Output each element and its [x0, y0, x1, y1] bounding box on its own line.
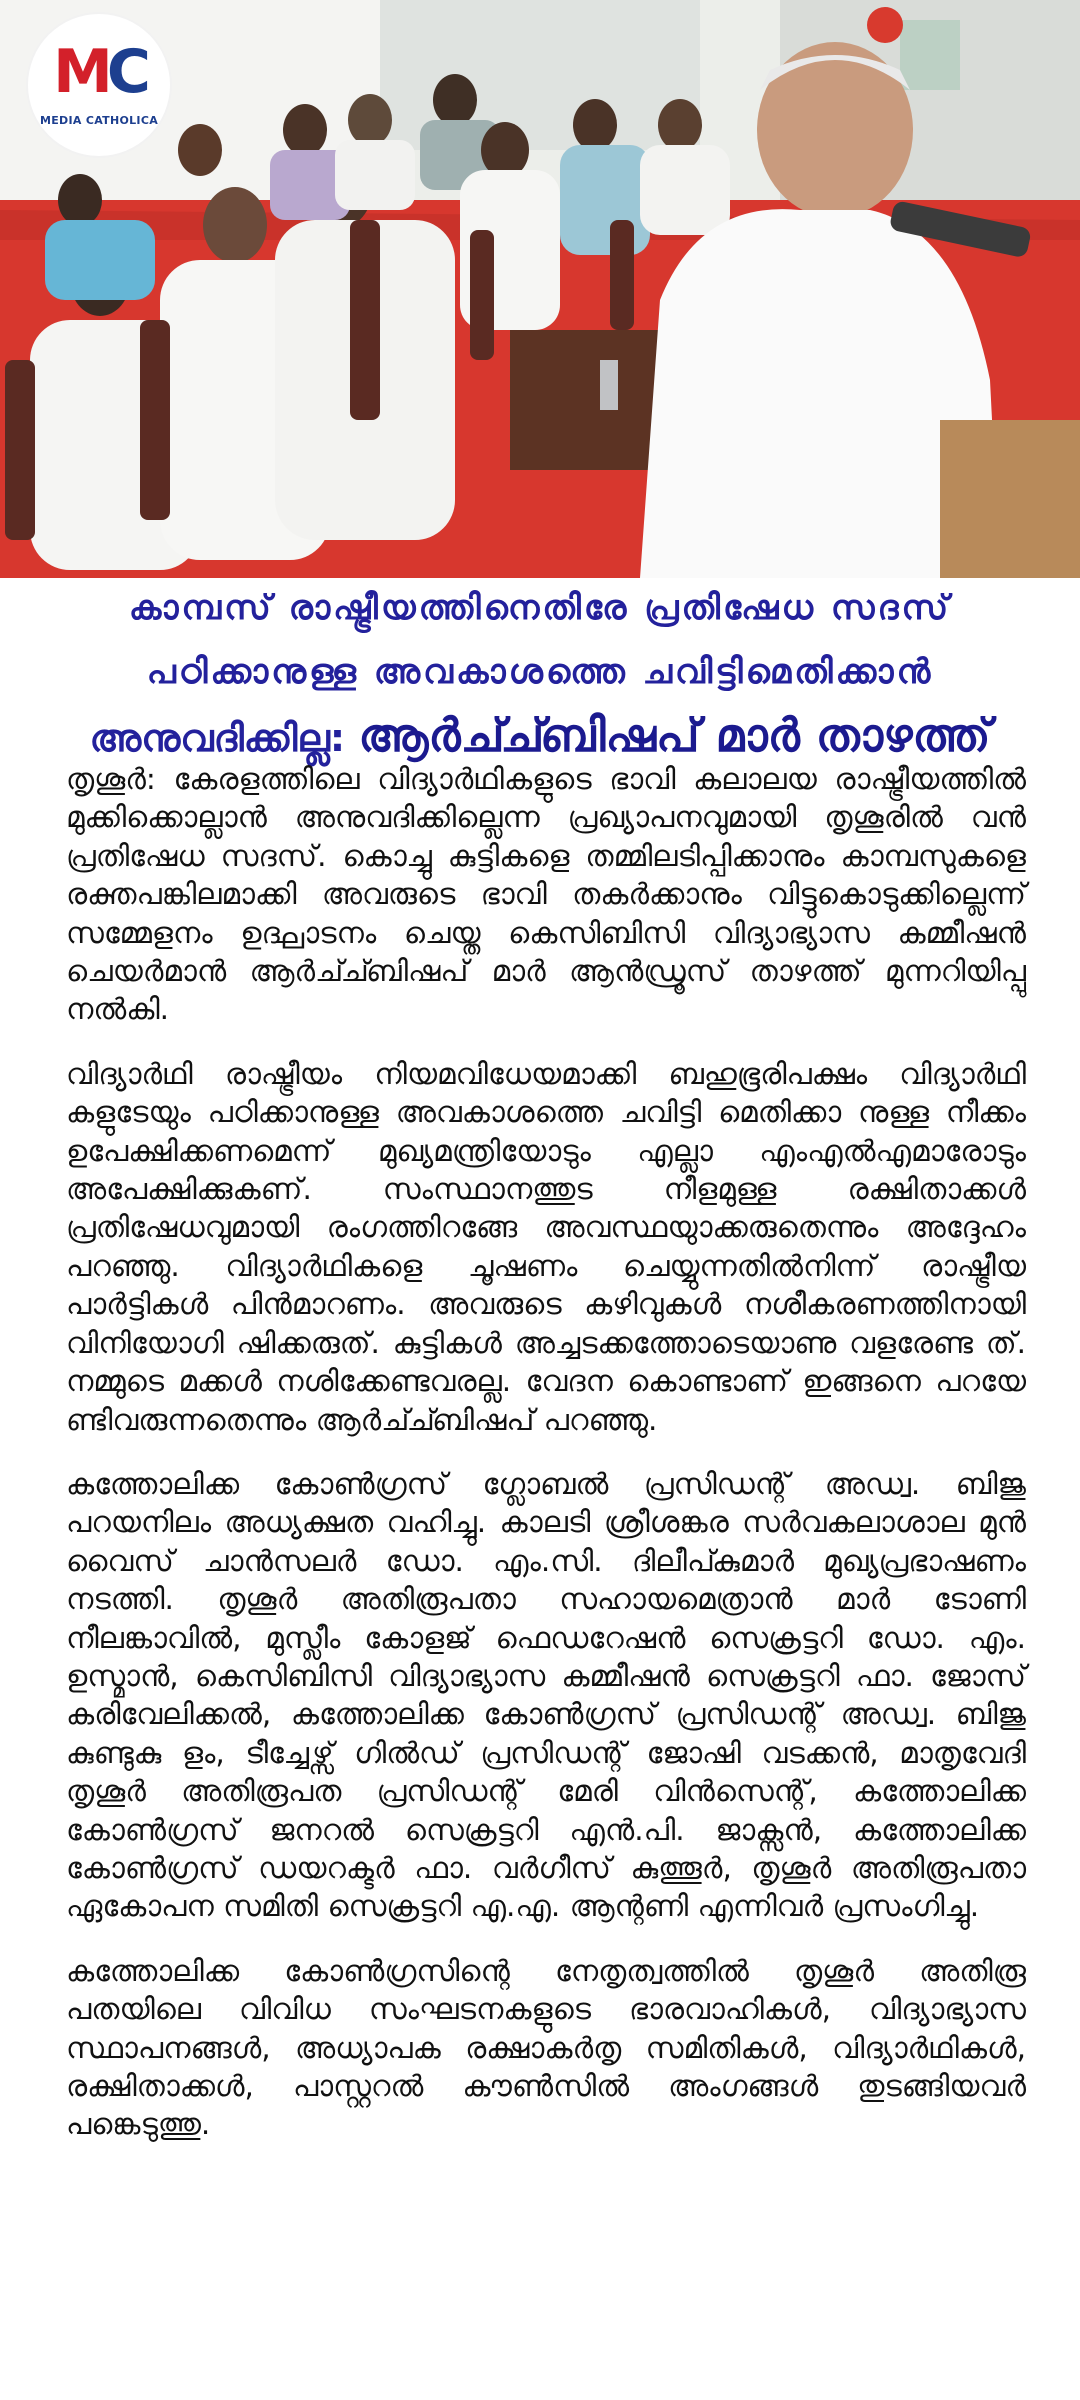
article-body [66, 760, 1026, 2170]
logo-brand-right: CATHOLICA [85, 114, 159, 127]
headline-line-1: കാമ്പസ് രാഷ്ട്രീയത്തിനെതിരേ പ്രതിഷേധ സദസ് [128, 588, 952, 628]
headline-line-3-prefix: അനുവദിക്കില്ല: [89, 716, 359, 760]
logo-brand-text [28, 114, 170, 127]
headline-line-3 [0, 708, 1080, 764]
logo-mark-left: M [53, 37, 107, 107]
side-table [510, 330, 660, 470]
article-paragraph: തൃശൂർ: കേരളത്തിലെ വിദ്യാർഥികളുടെ ഭാവി കലാലയ രാഷ്ട്രീയത്തിൽ മുക്കിക്കൊല്ലാൻ അനുവദിക്കില്ലെന്ന പ്രഖ്യാപനവുമായി തൃശൂരിൽ വൻ പ്രതിഷേധ സദസ്. കൊച്ചു കുട്ടികളെ തമ്മിലടിപ്പിക്കാനും കാമ്പസുകളെ രക്തപങ്കിലമാക്കി അവരുടെ ഭാവി തകർക്കാനും വിട്ടുകൊടുക്കില്ലെന്ന് സമ്മേളനം ഉദ്ഘാടനം ചെയ്ത കെസിബിസി വിദ്യാഭ്യാസ കമ്മീഷൻ ചെയർമാൻ ആർച്ച്ബിഷപ് മാർ ആൻഡ്രൂസ് താഴത്ത് മുന്നറിയിപ്പു നൽകി. [66, 762, 1026, 1027]
article-paragraph: കത്തോലിക്ക കോൺഗ്രസ് ഗ്ലോബൽ പ്രസിഡന്റ് അഡ്വ. ബിജു പറയനിലം അധ്യക്ഷത വഹിച്ചു. കാലടി ശ്രീശങ്കര സർവകലാശാല മുൻ വൈസ് ചാൻസലർ ഡോ. എം.സി. ദിലീപ്കുമാർ മുഖ്യപ്രഭാഷണം നടത്തി. തൃശൂർ അതിരൂപതാ സഹായമെത്രാൻ മാർ ടോണി നീലങ്കാവിൽ, മുസ്ലീം കോളജ് ഫെഡറേഷൻ സെക്രട്ടറി ഡോ. എം. ഉസ്മാൻ, കെസിബിസി വിദ്യാഭ്യാസ കമ്മീഷൻ സെക്രട്ടറി ഫാ. ജോസ് കരിവേലിക്കൽ, കത്തോലിക്ക കോൺഗ്രസ് പ്രസിഡന്റ് അഡ്വ. ബിജു കുണ്ടുകു ളം, ടീച്ചേഴ്സ് ഗിൽഡ് പ്രസിഡന്റ് ജോഷി വടക്കൻ, മാതൃവേദി തൃശൂർ അതിരൂപത പ്രസിഡന്റ് മേരി വിൻസെന്റ്, കത്തോലിക്ക കോൺഗ്രസ് ജനറൽ സെക്രട്ടറി എൻ.പി. ജാക്സൻ, കത്തോലിക്ക കോൺഗ്രസ് ഡയറക്ടർ ഫാ. വർഗീസ് കുത്തൂർ, തൃശൂർ അതിരൂപതാ ഏകോപന സമിതി സെക്രട്ടറി എ.എ. ആന്റണി എന്നിവർ പ്രസംഗിച്ചു. [66, 1466, 1026, 1924]
media-catholica-logo [28, 14, 170, 156]
article-paragraph: കത്തോലിക്ക കോൺഗ്രസിന്റെ നേതൃത്വത്തിൽ തൃശൂർ അതിരൂ പതയിലെ വിവിധ സംഘടനകളുടെ ഭാരവാഹികൾ, വിദ്യാഭ്യാസ സ്ഥാപനങ്ങൾ, അധ്യാപക രക്ഷാകർതൃ സമിതികൾ, വിദ്യാർഥികൾ, രക്ഷിതാക്കൾ, പാസ്റ്ററൽ കൗൺസിൽ അംഗങ്ങൾ തുടങ്ങിയവർ പങ്കെടുത്തു. [66, 1953, 1026, 2142]
headline-line-3-highlight: ആർച്ച്ബിഷപ് മാർ താഴത്ത് [358, 708, 991, 762]
article-paragraph: വിദ്യാർഥി രാഷ്ട്രീയം നിയമവിധേയമാക്കി ബഹുഭൂരിപക്ഷം വിദ്യാർഥി കളുടേയും പഠിക്കാനുള്ള അവകാശത്തെ ചവിട്ടി മെതിക്കാ നുള്ള നീക്കം ഉപേക്ഷിക്കണമെന്ന് മുഖ്യമന്ത്രിയോടും എല്ലാ എംഎൽഎമാരോടും അപേക്ഷിക്കുകണ്. സംസ്ഥാനത്തുട നീളമുള്ള രക്ഷിതാക്കൾ പ്രതിഷേധവുമായി രംഗത്തിറങ്ങേ അവസ്ഥയുാക്കരുതെന്നും അദ്ദേഹം പറഞ്ഞു. വിദ്യാർഥികളെ ചൂഷണം ചെയ്യുന്നതിൽനിന്ന് രാഷ്ട്രീയ പാർട്ടികൾ പിൻമാറണം. അവരുടെ കഴിവുകൾ നശീകരണത്തിനായി വിനിയോഗി ഷിക്കരുത്. കുട്ടികൾ അച്ചടക്കത്തോടെയാണു വളരേണ്ട ത്. നമ്മുടെ മക്കൾ നശിക്കേണ്ടവരല്ല. വേദന കൊണ്ടാണ് ഇങ്ങനെ പറയേ ണ്ടിവരുന്നതെന്നും ആർച്ച്ബിഷപ് പറഞ്ഞു. [66, 1056, 1026, 1437]
event-photo [0, 0, 1080, 578]
logo-mark-right: C [106, 37, 145, 107]
headline-line-2: പഠിക്കാനുള്ള അവകാശത്തെ ചവിട്ടിമെതിക്കാൻ [146, 652, 934, 692]
logo-brand-left: MEDIA [39, 114, 82, 127]
